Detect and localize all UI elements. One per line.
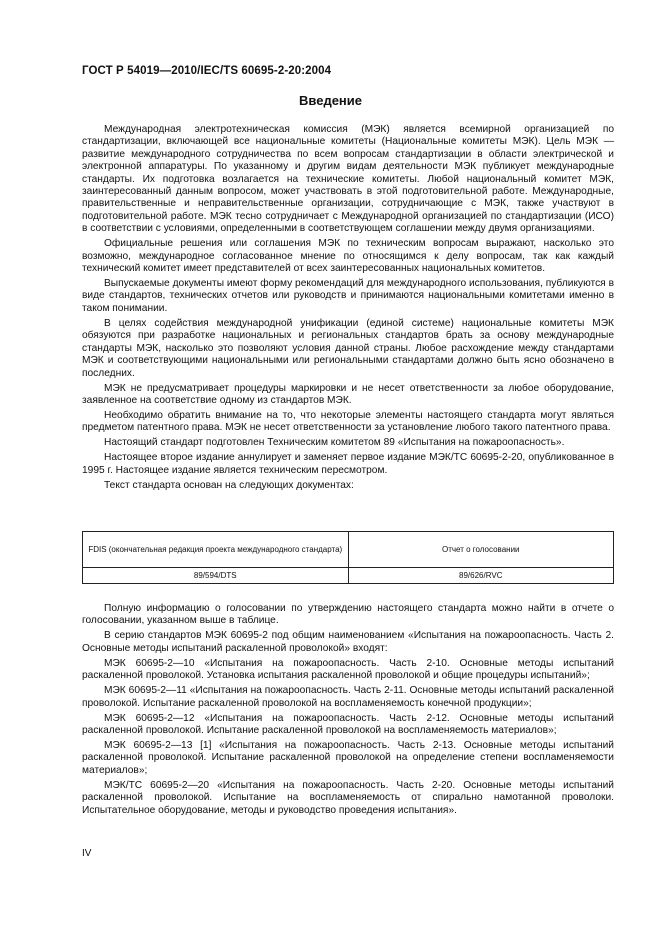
table-cell-rvc-value: 89/626/RVC [348,568,614,584]
table-cell-fdis-value: 89/594/DTS [83,568,349,584]
paragraph: Официальные решения или соглашения МЭК по техническим вопросам выражают, насколько это возможно, международное согласованное мнение по относящимся к делу вопросам, так как каждый технический комитет имеет представителей от всех заинтересованных национальных комитетов. [82,238,614,275]
table-header-cell-rvc: Отчет о голосовании [348,532,614,568]
paragraph: МЭК/ТС 60695-2—20 «Испытания на пожароопасность. Часть 2-20. Основные методы испытаний раскаленной проволокой. Испытание на воспламеняемость от спирально намотанной проволоки. Испытательное оборудование, методы и руководство проведения испытания». [82,779,614,816]
table-header-cell-fdis: FDIS (окончательная редакция проекта международного стандарта) [83,532,349,568]
paragraph: МЭК 60695-2—11 «Испытания на пожароопасность. Часть 2-11. Основные методы испытаний раскаленной проволокой. Испытание раскаленной проволокой на воспламеняемость конечной продукции»; [82,685,614,709]
paragraph: Настоящее второе издание аннулирует и заменяет первое издание МЭК/ТС 60695-2-20, опубликованное в 1995 г. Настоящее издание является техническим пересмотром. [82,452,614,476]
paragraph: Международная электротехническая комиссия (МЭК) является всемирной организацией по стандартизации, включающей все национальные комитеты (Национальные комитеты МЭК). Цель МЭК — развитие международного сотрудничества по всем вопросам стандартизации в области электрической и электронной аппаратуры. По указанному и другим видам деятельности МЭК публикует международные стандарты. Их подготовка возлагается на технические комитеты. Любой национальный комитет МЭК, заинтересованный данным вопросом, может участвовать в этой подготовительной работе. Международные, правительственные и неправительственные организации, сотрудничающие с МЭК, также участвуют в подготовительной работе. МЭК тесно сотрудничает с Международной организацией по стандартизации (ИСО) в соответствии с условиями, определенными в соответствующем соглашении между двумя организациями. [82,124,614,235]
paragraph: Выпускаемые документы имеют форму рекомендаций для международного использования, публикуются в виде стандартов, технических отчетов или руководств и принимаются национальными комитетами именно в таком понимании. [82,278,614,314]
document-header: ГОСТ Р 54019—2010/IEC/TS 60695-2-20:2004 [82,65,332,77]
paragraph: МЭК не предусматривает процедуры маркировки и не несет ответственности за любое оборудование, заявленное на соответствие одному из стандартов МЭК. [82,382,614,406]
series-text-block [82,603,614,820]
paragraph: Настоящий стандарт подготовлен Техническим комитетом 89 «Испытания на пожароопасность». [104,437,565,449]
paragraph: Полную информацию о голосовании по утверждению настоящего стандарта можно найти в отчете о голосовании, указанном выше в таблице. [82,603,614,627]
paragraph: Необходимо обратить внимание на то, что некоторые элементы настоящего стандарта могут являться предметом патентного права. МЭК не несет ответственности за установление любого такого патентного права. [82,409,614,434]
table-row [83,568,614,584]
paragraph: Текст стандарта основан на следующих документах: [104,479,354,491]
section-title: Введение [299,93,362,108]
page-number: IV [82,848,92,859]
paragraph: В серию стандартов МЭК 60695-2 под общим наименованием «Испытания на пожароопасность. Часть 2. Основные методы испытаний раскаленной проволокой» входят: [82,630,614,654]
paragraph: МЭК 60695-2—12 «Испытания на пожароопасность. Часть 2-12. Основные методы испытаний раскаленной проволокой. Испытание раскаленной проволокой на воспламеняемость материалов»; [82,712,614,737]
paragraph: МЭК 60695-2—10 «Испытания на пожароопасность. Часть 2-10. Основные методы испытаний раскаленной проволокой. Установка испытания раскаленной проволокой и общие процедуры испытаний»; [82,657,614,682]
table-header-row [83,532,614,568]
paragraph: МЭК 60695-2—13 [1] «Испытания на пожароопасность. Часть 2-13. Основные методы испытаний раскаленной проволокой. Испытание раскаленной проволокой на определение степени воспламеняемости материалов»; [82,740,614,776]
paragraph: В целях содействия международной унификации (единой системе) национальные комитеты МЭК обязуются при разработке национальных и региональных стандартов брать за основу международные стандарты МЭК, насколько это позволяют условия данной страны. Любое расхождение между стандартами МЭК и соответствующими национальными или региональными стандартами должно быть ясно обозначено в последних. [82,317,614,379]
voting-documents-table [82,531,614,584]
intro-text-block [82,124,614,495]
